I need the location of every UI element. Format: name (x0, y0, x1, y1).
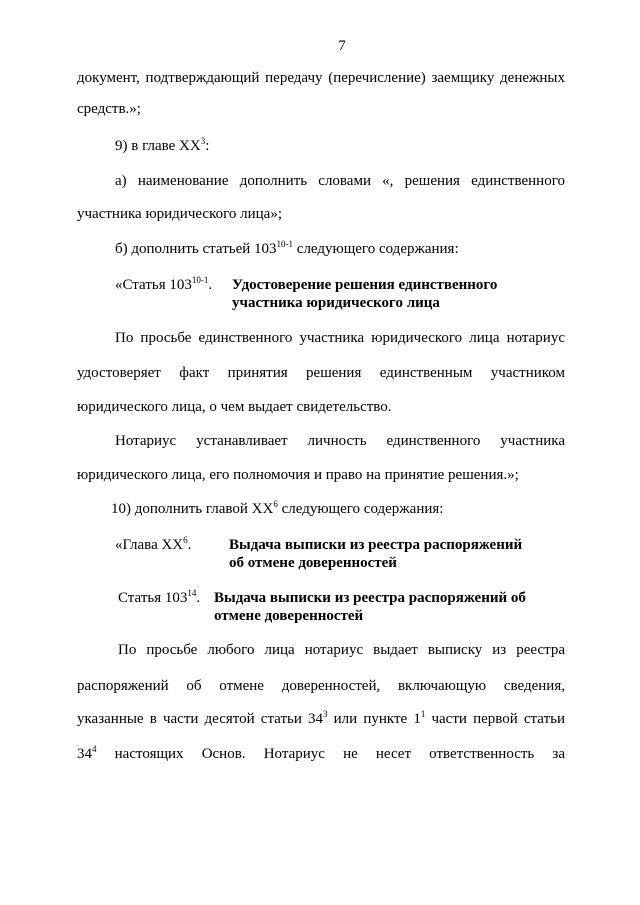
chapter-heading-label (115, 536, 191, 554)
text: Статья 103 (118, 590, 188, 606)
text: части первой статьи (425, 711, 565, 727)
article-heading-title: участника юридического лица (232, 295, 440, 311)
list-item-10 (111, 500, 443, 518)
text: «Глава XX (115, 537, 184, 553)
text: : (205, 138, 210, 154)
paragraph-line: юридического лица, его полномочия и право на принятие решения.»; (77, 467, 519, 483)
paragraph-line: По просьбе единственного участника юридического лица нотариус (115, 330, 565, 346)
paragraph-line (77, 745, 565, 763)
paragraph-line: документ, подтверждающий передачу (перечисление) заемщику денежных (77, 70, 565, 86)
superscript: 6 (273, 499, 278, 509)
paragraph-line: юридического лица, о чем выдает свидетельство. (77, 399, 392, 415)
article-heading-label (115, 276, 212, 294)
list-item-9 (115, 137, 209, 155)
text: б) дополнить статьей 103 (115, 241, 277, 257)
paragraph-line: средств.»; (77, 101, 141, 117)
superscript: 4 (92, 744, 97, 754)
superscript: 10-1 (276, 239, 294, 249)
paragraph-line (77, 710, 565, 728)
superscript: 6 (183, 535, 188, 545)
text: . (196, 590, 201, 606)
paragraph-line: участника юридического лица»; (77, 206, 282, 222)
article-heading-title: отмене доверенностей (214, 608, 364, 624)
chapter-heading-title: об отмене доверенностей (229, 555, 397, 571)
superscript: 1 (420, 709, 426, 719)
paragraph-line: Нотариус устанавливает личность единственного участника (115, 433, 565, 449)
chapter-heading-title: Выдача выписки из реестра распоряжений (229, 537, 523, 553)
superscript: 10-1 (191, 275, 209, 285)
text: 34 (77, 746, 92, 762)
article-heading-label (118, 589, 200, 607)
text: . (208, 277, 213, 293)
text: настоящих Основ. Нотариус не несет ответственность за (96, 746, 565, 762)
superscript: 3 (200, 136, 206, 146)
superscript: 3 (323, 709, 328, 719)
article-heading-title: Выдача выписки из реестра распоряжений об (214, 590, 526, 606)
text: указанные в части десятой статьи 34 (77, 711, 324, 727)
text: или пункте 1 (327, 711, 421, 727)
paragraph-line: удостоверяет факт принятия решения единственным участником (77, 365, 565, 381)
text: . (187, 537, 192, 553)
paragraph-line (115, 240, 459, 258)
article-heading-title: Удостоверение решения единственного (232, 277, 498, 293)
text: 10) дополнить главой XX (111, 501, 274, 517)
text: 9) в главе XX (115, 138, 201, 154)
page-number: 7 (338, 38, 346, 54)
paragraph-line: распоряжений об отмене доверенностей, включающую сведения, (77, 678, 565, 694)
paragraph-line: По просьбе любого лица нотариус выдает выписку из реестра (118, 642, 565, 658)
paragraph-line: а) наименование дополнить словами «, решения единственного (115, 173, 565, 189)
superscript: 14 (187, 588, 197, 598)
text: следующего содержания: (293, 241, 459, 257)
text: «Статья 103 (115, 277, 192, 293)
text: следующего содержания: (277, 501, 444, 517)
